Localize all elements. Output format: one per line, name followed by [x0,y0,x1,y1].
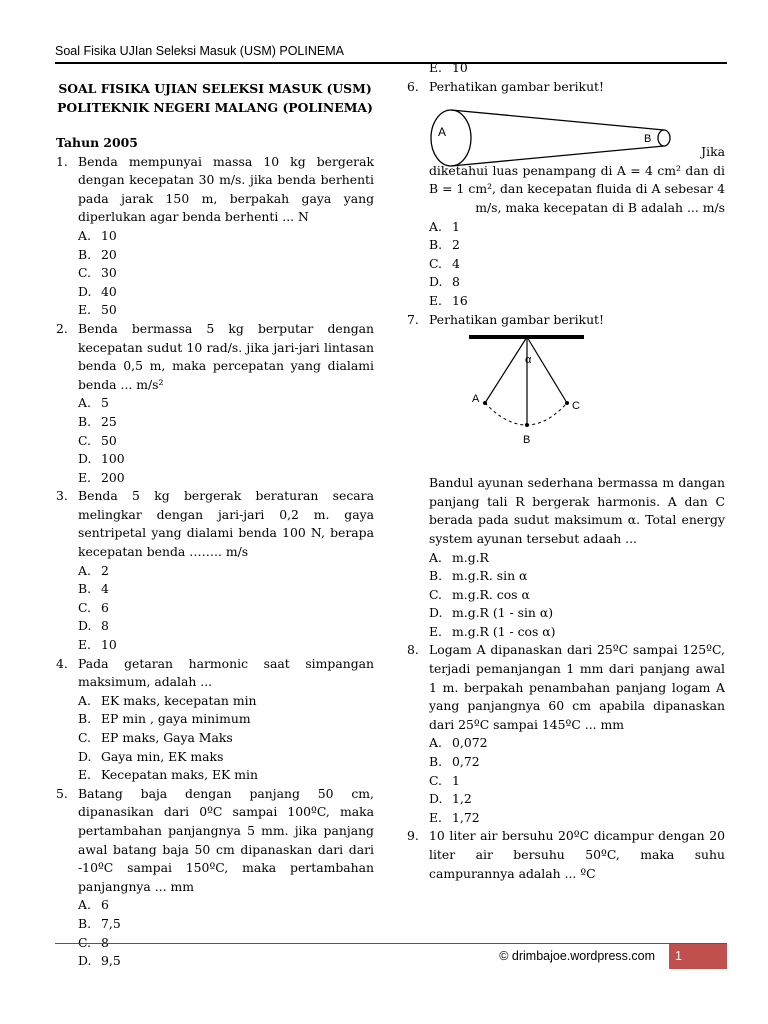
option-text: EK maks, kecepatan min [101,692,257,708]
question-number: 2. [56,320,68,336]
option-letter: B. [429,568,443,584]
option-text: 6 [101,897,109,913]
pendulum-string-c [527,337,567,403]
left-column [56,79,374,971]
option-text: EP min , gaya minimum [101,711,251,727]
option-letter: B. [78,915,92,931]
option-text: m.g.R. cos α [452,586,530,602]
option-letter: A. [78,897,91,913]
question-jika: Jika [701,144,725,160]
option-item [429,604,725,623]
question-3-options [56,562,374,655]
option-item [78,710,374,729]
option-letter: D. [429,791,443,807]
question-3 [56,487,374,561]
option-text: 25 [101,413,117,429]
option-letter: A. [78,692,91,708]
document-title-line-2: POLITEKNIK NEGERI MALANG (POLINEMA) [57,100,373,115]
option-letter: E. [429,809,442,825]
option-text: m.g.R (1 - cos α) [452,623,556,639]
option-item [429,218,725,237]
point-b-label: B [523,434,531,447]
option-letter: B. [429,237,443,253]
option-text: 10 [101,637,117,653]
option-letter: B. [78,246,92,262]
option-text: Gaya min, EK maks [101,748,224,764]
option-letter: A. [429,735,442,751]
pipe-label-a: A [438,125,447,140]
option-letter: C. [78,934,91,950]
option-text: 8 [101,934,109,950]
option-text: 40 [101,283,117,299]
option-letter: D. [78,618,92,634]
option-letter: D. [429,274,443,290]
question-text: Pada getaran harmonic saat simpangan maksimum, adalah ... [78,655,374,690]
pendulum-arc [485,403,567,425]
option-letter: C. [78,432,91,448]
option-item [78,617,374,636]
option-item [78,469,374,488]
option-text: 9,5 [101,953,121,969]
option-text: 8 [101,618,109,634]
option-letter: E. [429,623,442,639]
option-item [78,413,374,432]
option-text: 4 [101,581,109,597]
option-item [429,549,725,568]
question-8-options [407,734,725,827]
question-8 [407,641,725,734]
option-item [429,59,725,78]
option-item [78,562,374,581]
question-text: Bandul ayunan sederhana bermassa m dangan panjang tali R bergerak harmonis. A dan C berada pada sudut maksimum α. Total energy system ayunan tersebut adaah ... [429,475,725,546]
option-text: 30 [101,265,117,281]
question-intro: Perhatikan gambar berikut! [429,78,605,94]
option-letter: A. [78,395,91,411]
option-text: 1,72 [452,809,480,825]
option-item [78,748,374,767]
option-item [78,896,374,915]
option-letter: C. [429,255,442,271]
question-number: 7. [407,311,419,327]
option-item [429,790,725,809]
option-text: 7,5 [101,915,121,931]
question-intro: Perhatikan gambar berikut! [429,311,605,327]
option-letter: A. [78,227,91,243]
question-7-options [407,549,725,642]
question-7 [407,311,725,549]
option-item [78,692,374,711]
option-letter: C. [78,265,91,281]
option-text: 2 [452,237,460,253]
option-letter: B. [429,754,443,770]
option-item [78,636,374,655]
option-item [429,586,725,605]
question-text: Batang baja dengan panjang 50 cm, dipanasikan dari 0ºC sampai 100ºC, maka pertambahan panjangnya 5 mm. jika panjang awal batang baja 50 cm dipanaskan dari dari -10ºC sampai 150ºC, maka pertambahan panjangnya ... mm [78,785,374,894]
option-text: 50 [101,302,117,318]
option-letter: C. [78,730,91,745]
pipe-label-b: B [644,133,652,146]
question-number: 8. [407,642,419,658]
option-text: 5 [101,395,109,411]
point-c-label: C [572,400,580,413]
option-item [429,623,725,642]
option-text: 0,072 [452,735,488,751]
question-number: 5. [56,785,68,801]
option-text: m.g.R. sin α [452,568,528,584]
option-text: 6 [101,599,109,615]
right-column [407,59,725,883]
question-number: 1. [56,153,68,169]
option-text: 20 [101,246,117,262]
question-text: Benda bermassa 5 kg berputar dengan kecepatan sudut 10 rad/s. jika jari-jari lintasan benda 0,5 m, maka percepatan yang dialami benda ... m/s² [78,320,374,392]
option-text: 8 [452,274,460,290]
option-text: 1 [452,218,460,234]
option-letter: D. [429,605,443,621]
option-item [78,599,374,618]
bob-a [483,401,487,405]
point-a-label: A [472,393,480,406]
option-text: 4 [452,255,460,271]
question-text: Benda mempunyai massa 10 kg bergerak dengan kecepatan 30 m/s. jika benda berhenti pada jarak 150 m, berpakah gaya yang diperlukan agar benda berhenti ... N [78,153,374,225]
option-letter: A. [78,562,91,578]
pipe-end-a [431,110,471,166]
question-2 [56,320,374,394]
carry-over-option [407,59,725,78]
option-text: Kecepatan maks, EK min [101,767,258,783]
option-item [78,450,374,469]
question-text: Benda 5 kg bergerak beraturan secara melingkar dengan jari-jari 0,2 m. gaya sentripetal yang dialami benda 100 N, berapa kecepatan benda …….. m/s [78,488,374,560]
option-item [78,766,374,785]
question-text: Logam A dipanaskan dari 25ºC sampai 125ºC, terjadi pemanjangan 1 mm dari panjang awal 1 m. berpakah penambahan panjang logam A yang panjangnya 60 cm apabila dipanaskan dari 25ºC sampai 145ºC ... mm [429,642,725,732]
option-letter: B. [78,413,92,429]
left-question-list [56,153,374,971]
option-letter: B. [78,581,92,597]
option-text: 200 [101,469,125,485]
question-number: 9. [407,828,419,844]
option-letter: E. [78,469,91,485]
option-letter: E. [78,767,91,783]
option-letter: E. [429,292,442,308]
option-text: EP maks, Gaya Maks [101,730,233,745]
option-text: 2 [101,562,109,578]
question-text: diketahui luas penampang di A = 4 cm² dan di B = 1 cm², dan kecepatan fluida di A sebesar 4 m/s, maka kecepatan di B adalah ... m/s [429,162,725,215]
page-number: 1 [669,944,727,969]
question-number: 3. [56,488,68,504]
question-text: 10 liter air bersuhu 20ºC dicampur dengan 20 liter air bersuhu 50ºC, maka suhu campurannya adalah ... ºC [429,828,725,881]
option-item [429,567,725,586]
option-text: 0,72 [452,754,480,770]
option-letter: D. [78,953,92,969]
question-4-options [56,692,374,785]
option-text: m.g.R (1 - sin α) [452,605,554,621]
bob-c [565,401,569,405]
alpha-label: α [525,354,532,367]
option-item [429,273,725,292]
option-item [78,432,374,451]
option-text: m.g.R [452,549,489,565]
pendulum-figure [429,329,725,474]
option-item [78,580,374,599]
question-2-options [56,394,374,487]
option-text: 10 [101,227,117,243]
option-text: 1 [452,772,460,788]
option-item [429,734,725,753]
option-item [429,255,725,274]
pipe-end-b [658,130,670,146]
option-item [78,729,374,748]
option-letter: A. [429,549,442,565]
pendulum-string-a [485,337,527,403]
question-6 [407,78,725,218]
pipe-bottom-edge [451,146,664,166]
option-item [78,264,374,283]
option-item [78,246,374,265]
option-letter: D. [78,451,92,467]
option-item [429,236,725,255]
year-heading: Tahun 2005 [56,135,138,150]
document-title-line-1: SOAL FISIKA UJIAN SELEKSI MASUK (USM) [58,81,372,96]
option-item [78,394,374,413]
question-6-options [407,218,725,311]
question-5 [56,785,374,897]
question-9 [407,827,725,883]
question-4 [56,655,374,692]
question-1 [56,153,374,227]
option-item [429,292,725,311]
option-letter: E. [78,637,91,653]
option-text: 1,2 [452,791,472,807]
question-1-options [56,227,374,320]
option-text: 16 [452,292,468,308]
option-letter: C. [429,586,442,602]
option-text: 100 [101,451,125,467]
option-text: 50 [101,432,117,448]
option-item [78,915,374,934]
pendulum-svg [429,329,725,474]
option-item [78,227,374,246]
option-letter: A. [429,218,442,234]
pipe-figure [429,102,725,181]
question-number: 4. [56,655,68,671]
option-letter: C. [429,772,442,788]
page-footer [55,943,727,970]
option-letter: B. [78,711,92,727]
page-header: Soal Fisika UJIan Seleksi Masuk (USM) POLINEMA [55,44,344,58]
bob-b [525,423,529,427]
option-letter: D. [78,748,92,764]
pipe-top-edge [451,110,664,130]
question-number: 6. [407,78,419,94]
option-item [429,753,725,772]
footer-credit: © drimbajoe.wordpress.com [499,949,655,963]
option-letter: D. [78,283,92,299]
option-letter: C. [78,599,91,615]
option-letter: E. [429,60,442,75]
option-item [429,772,725,791]
pipe-svg [429,102,725,181]
option-item [78,301,374,320]
option-text: 10 [452,60,468,75]
option-letter: E. [78,302,91,318]
option-item [429,809,725,828]
option-item [78,283,374,302]
